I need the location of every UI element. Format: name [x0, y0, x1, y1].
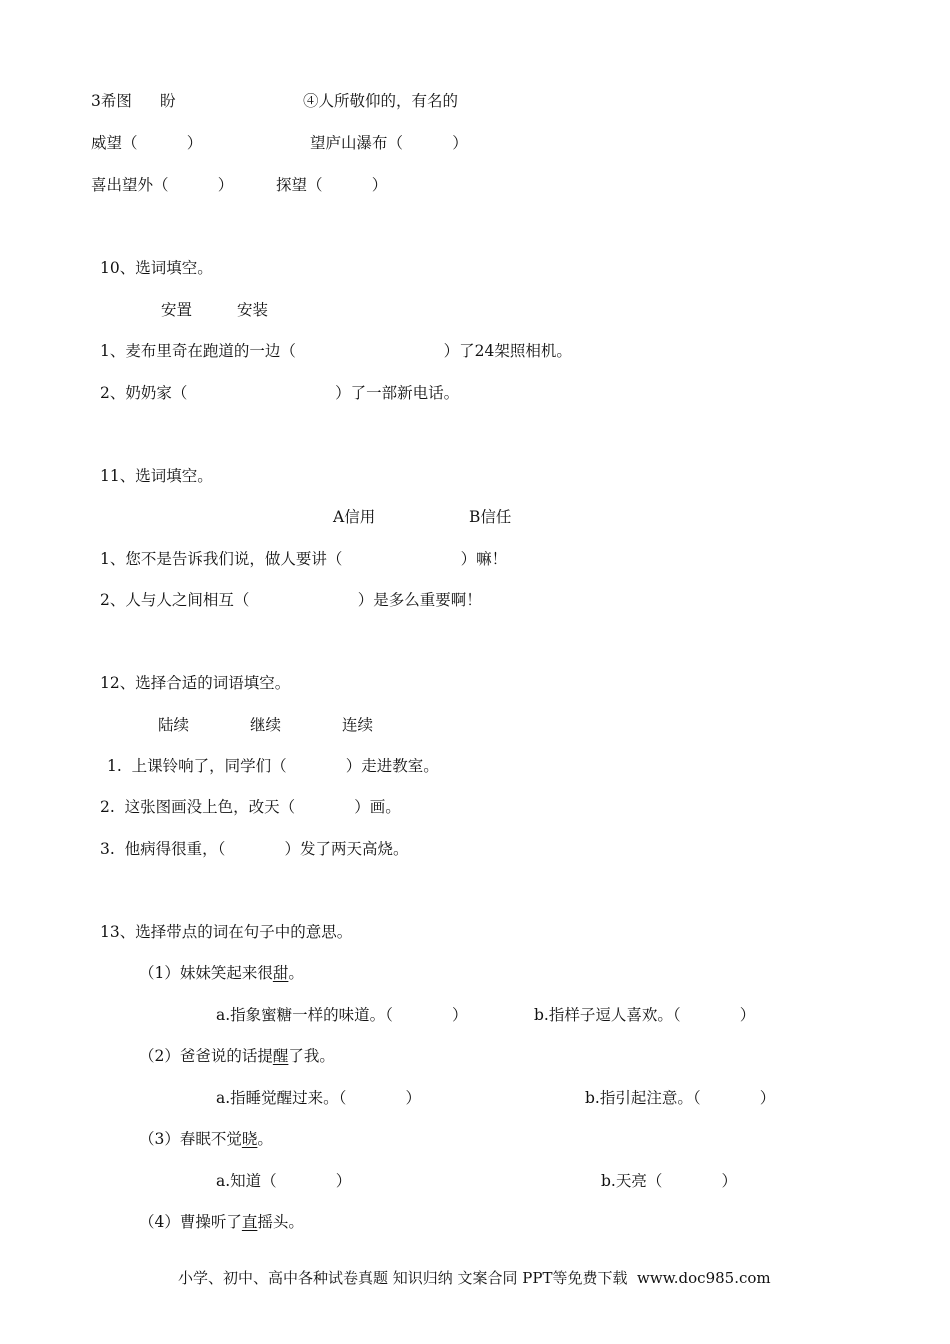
q13-item-1-option-b: b.指样子逗人喜欢。（ ）	[534, 1006, 756, 1024]
q12-sentence-3: 3. 他病得很重，（ ）发了两天高烧。	[100, 840, 409, 858]
q9-line2-left: 威望（ ）	[91, 134, 203, 152]
q13-title: 13、选择带点的词在句子中的意思。	[100, 923, 353, 941]
q12-option-2: 继续	[250, 716, 282, 734]
q13-item-2	[139, 1046, 335, 1066]
q13-item-3-word: 晓	[241, 1130, 258, 1148]
q10-option-1: 安置	[161, 301, 193, 319]
q12-sentence-2: 2. 这张图画没上色，改天（ ）画。	[100, 798, 401, 816]
q12-title: 12、选择合适的词语填空。	[100, 674, 291, 692]
q10-sentence-1: 1、麦布里奇在跑道的一边（ ）了24架照相机。	[100, 342, 572, 360]
q13-item-1-post: 。	[288, 964, 304, 982]
q13-item-2-word: 醒	[272, 1047, 289, 1065]
q11-sentence-2: 2、人与人之间相互（ ）是多么重要啊！	[100, 591, 482, 609]
q13-item-3-post: 。	[257, 1130, 273, 1148]
q9-line3-left: 喜出望外（ ）	[91, 176, 234, 194]
q13-item-1-word: 甜	[272, 964, 289, 982]
q13-item-3	[139, 1129, 273, 1149]
q13-item-4	[139, 1212, 304, 1232]
q11-option-b: B信任	[469, 508, 512, 526]
q13-item-4-word: 直	[241, 1213, 258, 1231]
q10-title: 10、选词填空。	[100, 259, 213, 277]
q10-option-2: 安装	[237, 301, 269, 319]
q13-item-2-option-a: a.指睡觉醒过来。（ ）	[216, 1089, 422, 1107]
q13-item-2-option-b: b.指引起注意。（ ）	[585, 1089, 776, 1107]
q13-item-2-post: 了我。	[288, 1047, 335, 1065]
q13-item-1-option-a: a.指象蜜糖一样的味道。（ ）	[216, 1006, 468, 1024]
q13-item-3-option-a: a.知道（ ）	[216, 1172, 352, 1190]
q9-line1-right: ④人所敬仰的，有名的	[303, 92, 459, 110]
page-footer: 小学、初中、高中各种试卷真题 知识归纳 文案合同 PPT等免费下载 www.doc985.com	[178, 1269, 771, 1287]
q9-line1-mid: 盼	[160, 92, 176, 110]
q13-item-4-pre: （4）曹操听了	[139, 1213, 242, 1231]
q13-item-3-option-b: b.天亮（ ）	[601, 1172, 737, 1190]
q13-item-1	[139, 963, 304, 983]
q12-sentence-1: 1. 上课铃响了，同学们（ ）走进教室。	[107, 757, 439, 775]
q9-line1-left: 3希图	[91, 92, 132, 110]
q11-sentence-1: 1、您不是告诉我们说，做人要讲（ ）嘛！	[100, 550, 508, 568]
q11-option-a: A信用	[333, 508, 376, 526]
q13-item-2-pre: （2）爸爸说的话提	[139, 1047, 273, 1065]
q10-sentence-2: 2、奶奶家（ ）了一部新电话。	[100, 384, 460, 402]
q12-option-3: 连续	[342, 716, 374, 734]
q11-title: 11、选词填空。	[100, 467, 213, 485]
q13-item-1-pre: （1）妹妹笑起来很	[139, 964, 273, 982]
q13-item-4-post: 摇头。	[257, 1213, 304, 1231]
q9-line2-right: 望庐山瀑布（ ）	[310, 134, 468, 152]
q9-line3-right: 探望（ ）	[276, 176, 388, 194]
q13-item-3-pre: （3）春眠不觉	[139, 1130, 242, 1148]
q12-option-1: 陆续	[158, 716, 190, 734]
